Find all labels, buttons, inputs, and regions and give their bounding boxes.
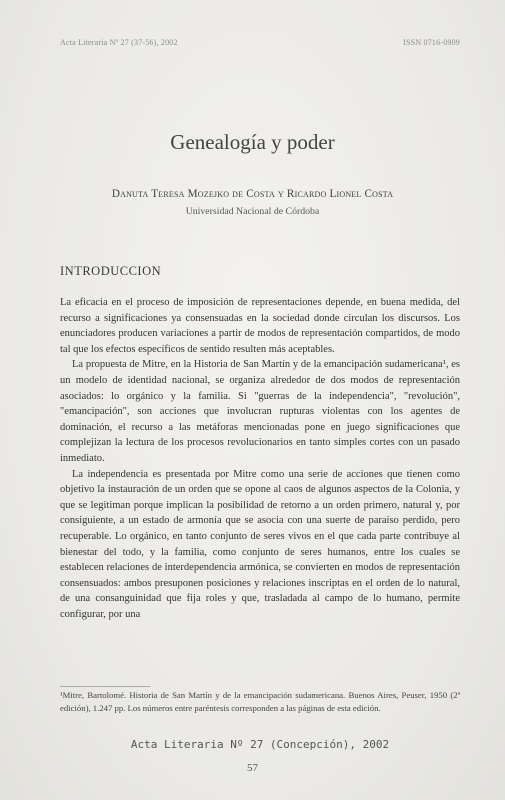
footnote-divider [60, 686, 150, 687]
page-number: 57 [247, 762, 258, 774]
paragraph-3: La independencia es presentada por Mitre como una serie de acciones que tienen como objetivo la instauración de un orden que se opone al caos de algunos aspectos de la Colonia, y que se legitiman porque implican la posibilidad de retorno a un orden primero, natural y, por consiguiente, a un estado de armonía que se asocia con una suerte de paraíso perdido, pero recuperable. Lo orgánico, en tanto conjunto de seres vivos en el que cada parte contribuye al bienestar del todo, y la familia, como conjunto de seres humanos, entre los cuales se establecen relaciones de interdependencia armónica, se convierten en modos de representación consensuados: ambos presuponen posiciones y relaciones inscriptas en el orden de lo natural, de una consanguinidad que fija roles y que, trasladada al campo de lo humano, permite configurar, por una [60, 468, 460, 620]
footnote: ¹Mitre, Bartolomé. Historia de San Martín y de la emancipación sudamericana. Buenos Aires, Peuser, 1950 (2ª edición), 1.247 pp. Los números entre paréntesis corresponden a las páginas de esta edición. [60, 690, 460, 713]
paragraph-1: La eficacia en el proceso de imposición de representaciones depende, en buena medida, del recurso a significaciones ya consensuadas en la sociedad donde circulan los discursos. Los enunciadores producen variaciones a partir de modos de representación compartidos, de modo tal que los efectos específicos de sentido resulten más aceptables. [60, 297, 460, 355]
body-text [60, 295, 460, 622]
author-line: Danuta Teresa Mozejko de Costa y Ricardo Lionel Costa [111, 188, 394, 200]
running-head-issn: ISSN 0716-0909 [403, 38, 460, 47]
section-heading: INTRODUCCION [60, 264, 162, 278]
journal-stamp: Acta Literaria Nº 27 (Concepción), 2002 [130, 738, 390, 751]
running-head-journal: Acta Literaria Nº 27 (37-56), 2002 [60, 38, 178, 47]
affiliation: Universidad Nacional de Córdoba [185, 206, 320, 217]
paragraph-2: La propuesta de Mitre, en la Historia de San Martín y de la emancipación sudamericana¹, es un modelo de identidad nacional, se organiza alrededor de dos modos de representación asociados: lo orgánico y la familia. Si "guerras de la independencia", "revolución", "emancipación", son acciones que involucran rupturas violentas con los agentes de dominación, el recurso a las metáforas mencionadas pone en juego significaciones que complejizan la lectura de los procesos revolucionarios en tanto simples cortes con un pasado inmediato. [60, 359, 460, 464]
article-title: Genealogía y poder [170, 130, 335, 154]
